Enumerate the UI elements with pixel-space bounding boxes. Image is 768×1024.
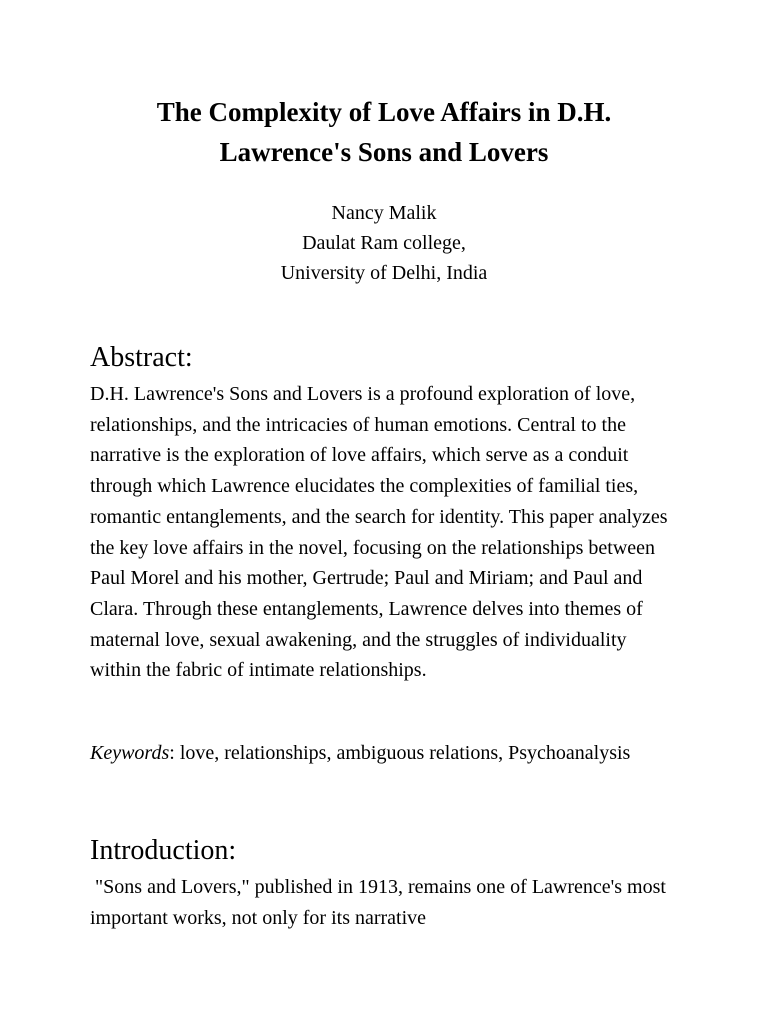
affiliation-line-1: Daulat Ram college, xyxy=(302,232,466,254)
author-block xyxy=(90,198,678,288)
abstract-text: D.H. Lawrence's Sons and Lovers is a profound exploration of love, relationships, and the intricacies of human emotions. Central to the narrative is the exploration of love affairs, which serve as a conduit through which Lawrence elucidates the complexities of familial ties, romantic entanglements, and the search for identity. This paper analyzes the key love affairs in the novel, focusing on the relationships between Paul Morel and his mother, Gertrude; Paul and Miriam; and Paul and Clara. Through these entanglements, Lawrence delves into themes of maternal love, sexual awakening, and the struggles of individuality within the fabric of intimate relationships. xyxy=(90,383,668,682)
affiliation-line-2: University of Delhi, India xyxy=(280,262,488,284)
paper-title xyxy=(90,92,678,172)
title-line-2: Lawrence's Sons and Lovers xyxy=(219,137,549,167)
keywords-paragraph xyxy=(90,738,680,769)
keywords-label: Keywords xyxy=(90,742,170,764)
author-name: Nancy Malik xyxy=(331,202,437,224)
introduction-text: "Sons and Lovers," published in 1913, remains one of Lawrence's most important works, not only for its narrative xyxy=(90,876,671,929)
introduction-heading: Introduction: xyxy=(90,835,237,866)
keywords-separator: : xyxy=(169,742,180,764)
abstract-heading: Abstract: xyxy=(90,342,193,373)
keywords-list: love, relationships, ambiguous relations, Psychoanalysis xyxy=(179,742,631,764)
title-line-1: The Complexity of Love Affairs in D.H. xyxy=(156,97,612,127)
